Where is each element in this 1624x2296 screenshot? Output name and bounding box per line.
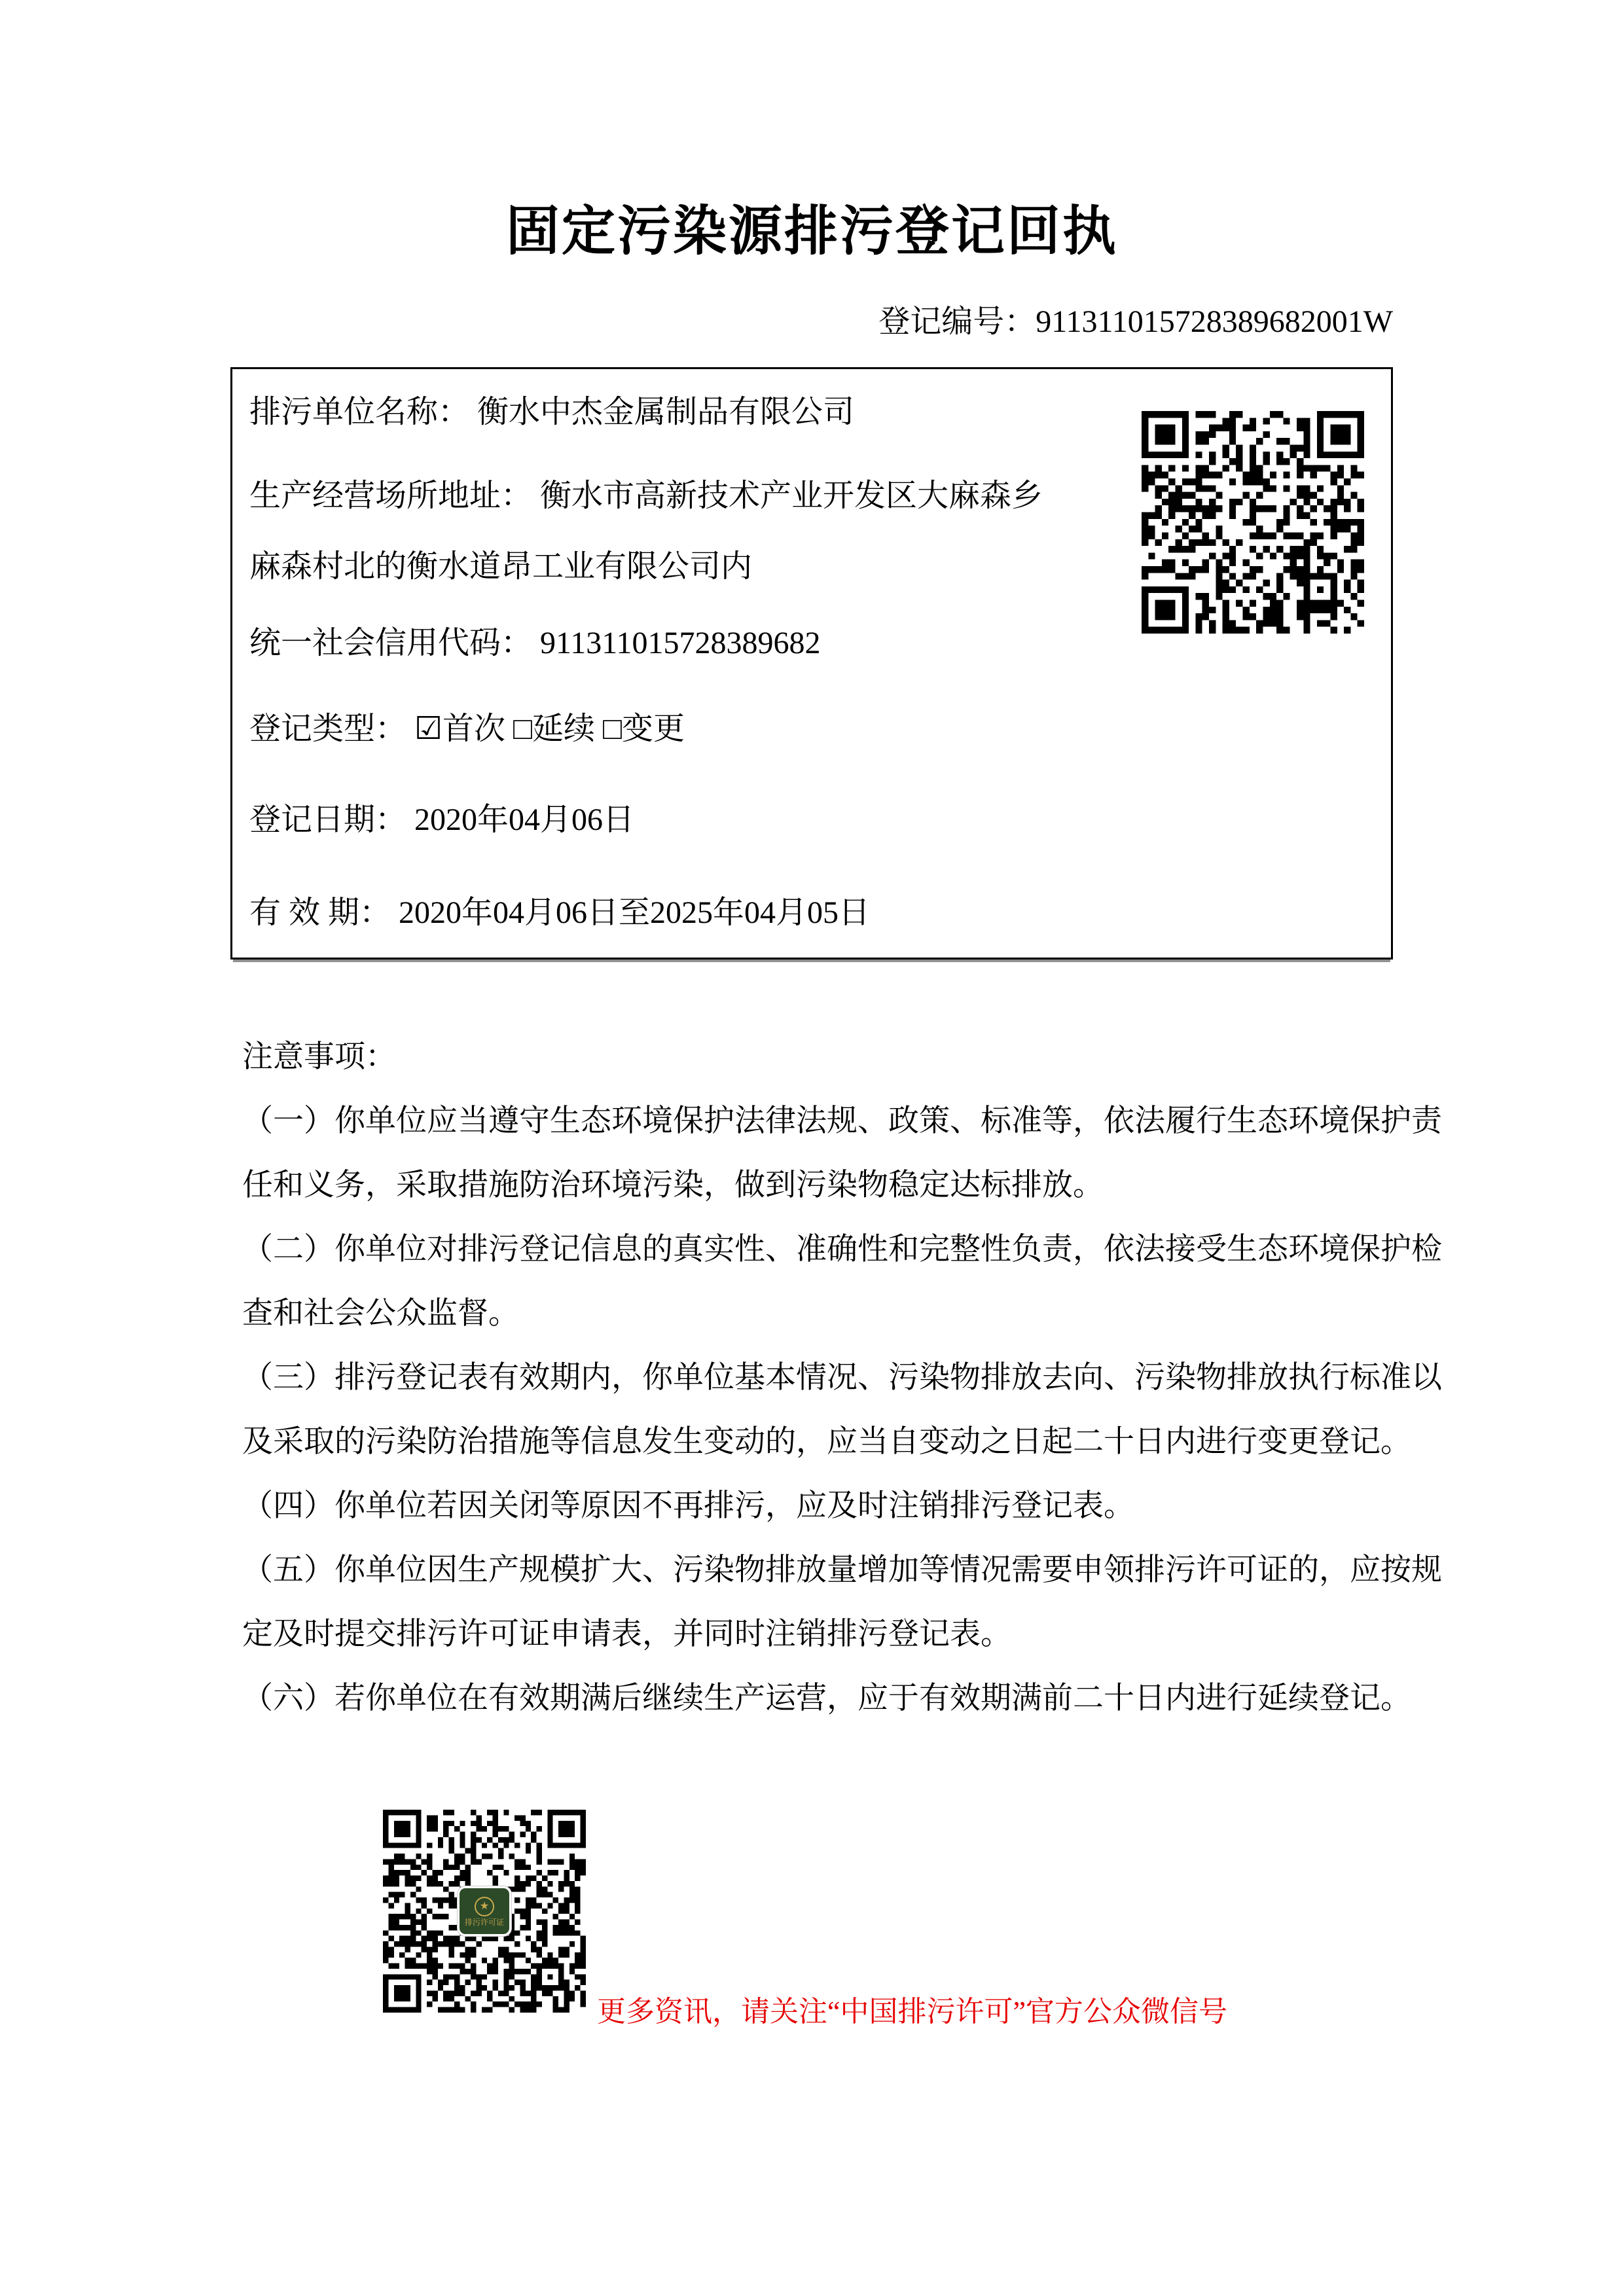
qr-code-icon (1142, 411, 1364, 634)
note-line: （二）你单位对排污登记信息的真实性、准确性和完整性负责，依法接受生态环境保护检 (242, 1232, 1442, 1266)
notes-heading: 注意事项： (242, 1040, 396, 1074)
credit-code-value: 911311015728389682 (540, 626, 821, 660)
registration-date-value: 2020年04月06日 (414, 802, 635, 837)
registration-number-label: 登记编号： (878, 304, 1036, 339)
note-line: （六）若你单位在有效期满后继续生产运营，应于有效期满前二十日内进行延续登记。 (242, 1681, 1411, 1715)
note-line: 定及时提交排污许可证申请表，并同时注销排污登记表。 (242, 1617, 1011, 1651)
page-title: 固定污染源排污登记回执 (505, 202, 1118, 261)
unit-name-row (249, 394, 854, 431)
registration-type-row (249, 711, 685, 747)
note-line: 任和义务，采取措施防治环境污染，做到污染物稳定达标排放。 (242, 1168, 1104, 1202)
registration-qr-code (1142, 411, 1364, 634)
note-line: 查和社会公众监督。 (242, 1297, 519, 1331)
permit-logo-badge (458, 1886, 511, 1936)
note-line: （五）你单位因生产规模扩大、污染物排放量增加等情况需要申领排污许可证的，应按规 (242, 1553, 1442, 1587)
address-label: 生产经营场所地址： (249, 478, 533, 513)
valid-period-value: 2020年04月06日至2025年04月05日 (399, 895, 871, 930)
ministry-emblem-icon: ★ (475, 1897, 494, 1916)
wechat-follow-caption: 更多资讯，请关注“中国排污许可”官方公众微信号 (597, 1996, 1228, 2028)
valid-period-label: 有 效 期： (249, 895, 391, 930)
registration-number-line (878, 304, 1393, 340)
registration-number-value: 911311015728389682001W (1036, 304, 1393, 339)
note-line: （四）你单位若因关闭等原因不再排污，应及时注销排污登记表。 (242, 1489, 1134, 1523)
registration-type-checkboxes: ☑首次 □延续 □变更 (414, 711, 685, 746)
unit-name-value: 衡水中杰金属制品有限公司 (477, 395, 855, 429)
address-row-continued (249, 548, 752, 585)
note-line: （一）你单位应当遵守生态环境保护法律法规、政策、标准等，依法履行生态环境保护责 (242, 1104, 1442, 1138)
valid-period-row (249, 895, 870, 931)
notes-section (242, 1025, 1447, 1731)
address-row (249, 478, 1043, 514)
credit-code-label: 统一社会信用代码： (249, 626, 533, 660)
note-line: （三）排污登记表有效期内，你单位基本情况、污染物排放去向、污染物排放执行标准以 (242, 1361, 1442, 1395)
address-value-line1: 衡水市高新技术产业开发区大麻森乡 (540, 478, 1043, 513)
permit-logo-text: 排污许可证 (464, 1917, 504, 1927)
registration-date-row (249, 802, 634, 838)
registration-date-label: 登记日期： (249, 802, 407, 837)
registration-type-label: 登记类型： (249, 711, 407, 746)
unit-name-label: 排污单位名称： (249, 395, 470, 429)
address-value-line2: 麻森村北的衡水道昂工业有限公司内 (249, 549, 753, 584)
note-line: 及采取的污染防治措施等信息发生变动的，应当自变动之日起二十日内进行变更登记。 (242, 1425, 1411, 1459)
credit-code-row (249, 625, 820, 662)
